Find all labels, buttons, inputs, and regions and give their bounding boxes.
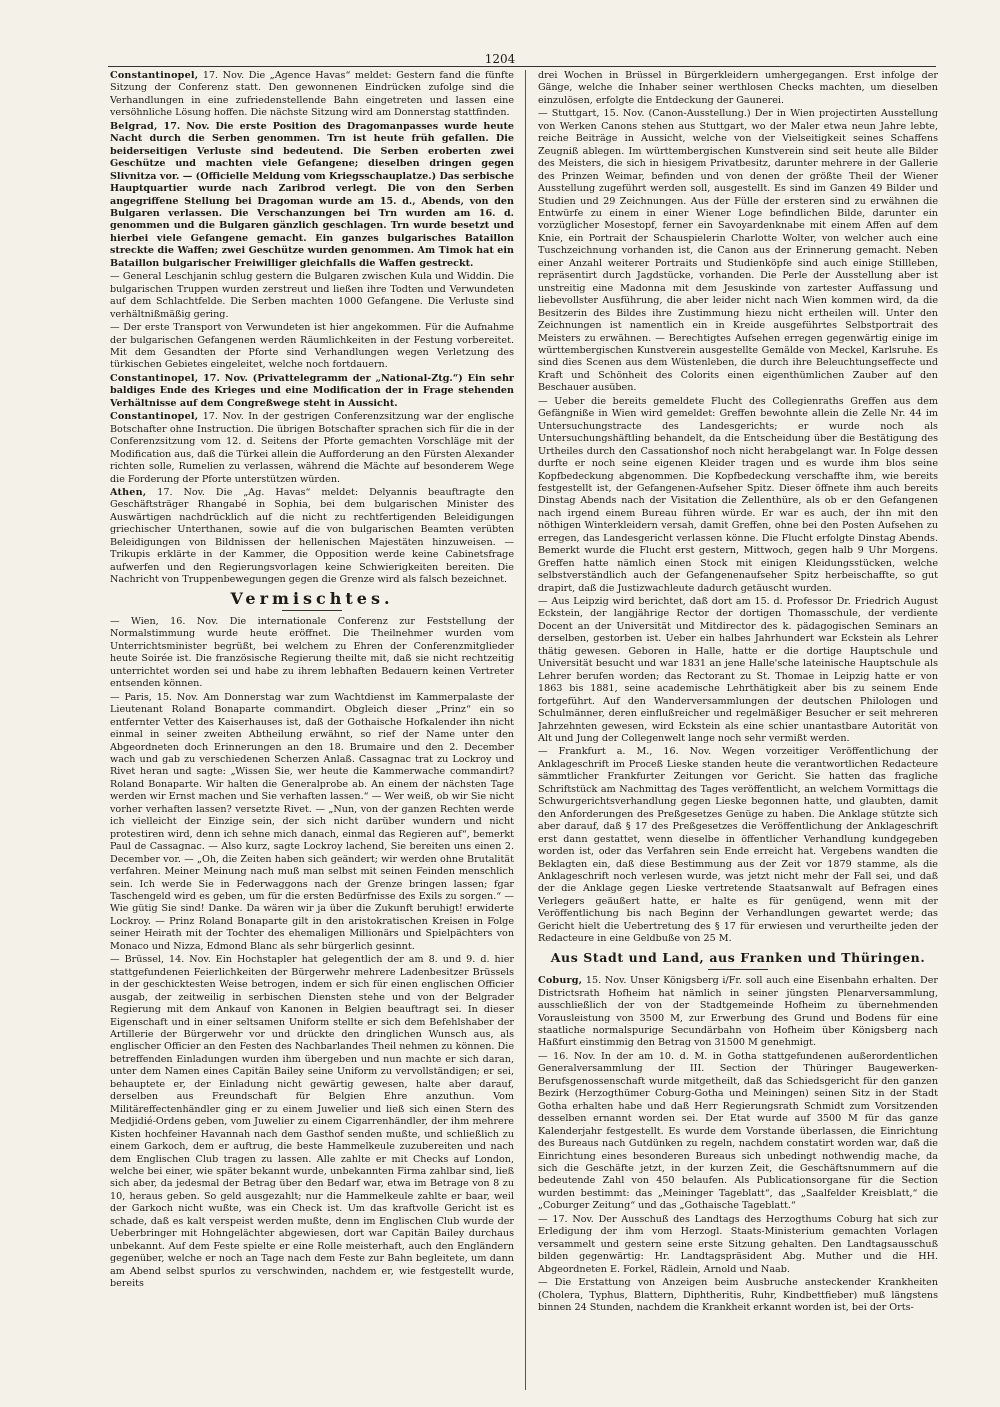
paragraph-text: — 16. Nov. In der am 10. d. M. in Gotha stattgefundenen außerordentlichen Generalversammlung der III. Section der Thüringer Baugewerken-Berufsgenossenschaft wurde mitgetheilt, daß das Schiedsgericht für den ganzen Bezirk (Herzogthümer Coburg-Gotha und Meiningen) seinen Sitz in der Stadt Gotha erhalten habe und daß Herr Regierungsrath Schmidt zum Vorsitzenden desselben ernannt worden sei. Der Etat wurde auf 3500 M für das ganze Kalenderjahr festgestellt. Es wurde dem Vorstande überlassen, die Einrichtung des Bureaus nach Gutdünken zu regeln, nachdem constatirt worden war, daß die Einrichtung eines besonderen Bureaus sich unbedingt nothwendig mache, da sich die Geschäfte jetzt, in der kurzen Zeit, die Geschäftsnummern auf die bedeutende Zahl von 450 belaufen. Als Publicationsorgane für die Section wurden bestimmt: das „Meininger Tageblatt“, das „Saalfelder Kreisblatt,“ die „Coburger Zeitung“ und das „Gothaische Tageblatt.“	[538, 1050, 938, 1212]
article-paragraph	[110, 121, 514, 270]
section-rule	[282, 610, 342, 611]
paragraph-text: 17. Nov. (Privattelegramm der „National-Ztg.“) Ein sehr baldiges Ende des Krieges und eine Modification der in Frage stehenden Verhältnisse auf dem Congreßwege steht in Aussicht.	[110, 372, 514, 409]
section-heading: Vermischtes.	[230, 588, 394, 608]
right-column	[538, 70, 938, 1390]
section-heading: Aus Stadt und Land, aus Franken und Thüringen.	[550, 949, 926, 965]
header-rule	[108, 66, 936, 67]
article-paragraph	[110, 322, 514, 372]
paragraph-text: 15. Nov. Unser Königsberg i/Fr. soll auch eine Eisenbahn erhalten. Der Districtsrath Hofheim hat nämlich in seiner jüngsten Plenarversammlung, ausschließlich der von der Stadtgemeinde Hofheim zu übernehmenden Vorausleistung von 3500 M, zur Erwerbung des Grund und Bodens für eine staatliche normalspurige Secundärbahn von Hofheim über Königsberg nach Haßfurt einstimmig den Betrag von 31500 M genehmigt.	[538, 975, 938, 1049]
page-number: 1204	[484, 52, 516, 66]
article-paragraph	[538, 1277, 938, 1314]
article-paragraph	[538, 108, 938, 394]
paragraph-text: — Brüssel, 14. Nov. Ein Hochstapler hat gelegentlich der am 8. und 9. d. hier stattgefundenen Feierlichkeiten der Bürgerwehr mehrere Ladenbesitzer Brüssels in der geschicktesten Weise betrogen, indem er sich für einen englischen Officier ausgab, der zeitweilig in serbischen Diensten stehe und von der Belgrader Regierung mit dem Ankauf von Kanonen in Belgien beauftragt sei. In dieser Eigenschaft und in einer seltsamen Uniform stellte er sich dem Befehlshaber der Artillerie der Bürgerwehr vor und drückte den dringlichen Wunsch aus, als englischer Officier an den Festen des Nachbarlandes Theil nehmen zu können. Die betreffenden Einladungen wurden ihm übergeben und nun machte er sich daran, unter dem Namen eines Capitän Bailey seine Uniform zu vervollständigen; er sei, behauptete er, der Einladung nicht gewärtig gewesen, halte aber darauf, derselben aus Freundschaft für Belgien Ehre anzuthun. Vom Militäreffectenhändler ging er zu einem Juwelier und ließ sich einen Stern des Medjidié-Ordens geben, vom Juwelier zu einem Cigarrenhändler, der ihm mehrere Kisten hochfeiner Havannah nach dem Gasthof senden mußte, und schließlich zu einem Garkoch, dem er auftrug, die beste Hammelkeule zuzubereiten und nach dem Englischen Club tragen zu lassen. Alle zahlte er mit Checks auf London, welche bei einer, wie später bekannt wurde, unbekannten Firma zahlbar sind, ließ sich aber, da jedesmal der Betrag über den Bedarf war, etwa im Betrage von 8 zu 10, heraus geben. So geld ausgezahlt; nur die Hammelkeule zahlte er baar, weil der Garkoch nicht wußte, was ein Check ist. Um das kraftvolle Gericht ist es schade, daß es kalt verspeist werden mußte, denn im Englischen Club wurde der Ueberbringer mit Hohngelächter abgewiesen, dort war Capitän Bailey durchaus unbekannt. Auf dem Feste spielte er eine Rolle meisterhaft, auch den Engländern gegenüber, welche er noch an Tage nach dem Feste zur Bahn begleitete, um dann am Abend selbst spurlos zu verschwinden, nachdem er, wie festgestellt wurde, bereits	[110, 954, 514, 1290]
dateline: Belgrad,	[110, 120, 158, 132]
article-paragraph	[538, 975, 938, 1050]
article-paragraph	[110, 954, 514, 1290]
paragraph-text: — Frankfurt a. M., 16. Nov. Wegen vorzeitiger Veröffentlichung der Anklageschrift im Proceß Lieske standen heute die verantwortlichen Redacteure sämmtlicher Frankfurter Zeitungen vor Gericht. Sie hatten das fragliche Schriftstück am Nachmittag des Tages veröffentlicht, an welchem Vormittags die Schwurgerichtsverhandlung gegen Lieske begonnen hatte, und glaubten, damit den Anforderungen des Preßgesetzes Genüge zu haben. Die Anklage stützte sich aber darauf, daß § 17 des Preßgesetzes die Veröffentlichung der Anklageschrift erst dann gestattet, wenn dieselbe in öffentlicher Verhandlung kundgegeben worden ist, oder das Verfahren sein Ende erreicht hat. Vergebens wandten die Beklagten ein, daß diese Bestimmung aus der Zeit vor 1879 stamme, als die Anklageschrift noch verlesen wurde, was jetzt nicht mehr der Fall sei, und daß der die Anklage gegen Lieske vertretende Staatsanwalt auf Befragen eines Verlegers geäußert hatte, er halte es für genügend, wenn mit der Veröffentlichung bis nach Beginn der Verhandlungen gewartet werde; das Gericht hielt die Uebertretung des § 17 für erwiesen und verurtheilte jeden der Redacteure in eine Geldbuße von 25 M.	[538, 746, 938, 945]
paragraph-text: — Der erste Transport von Verwundeten ist hier angekommen. Für die Aufnahme der bulgarischen Gefangenen werden Räumlichkeiten in der Festung vorbereitet. Mit dem Gesandten der Pforte sind Verhandlungen wegen Verletzung des türkischen Gebietes eingeleitet, welche noch fortdauern.	[110, 322, 514, 371]
paragraph-text: — Ueber die bereits gemeldete Flucht des Collegienraths Greffen aus dem Gefängniße in Wien wird gemeldet: Greffen bewohnte allein die Zelle Nr. 44 im Untersuchungstracte des Landesgerichts; er wurde noch als Untersuchungshäftling behandelt, da die Entscheidung über die Bestätigung des Urtheiles durch den Cassationshof noch nicht herabgelangt war. In Folge dessen durfte er noch seine eigenen Kleider tragen und es wurde ihm blos seine Kopfbedeckung abgenommen. Die Kopfbedeckung verschaffte ihm, wie bereits festgestellt ist, der Gefangenen-Aufseher Spitz. Dieser öffnete ihm auch bereits Dinstag Abends nach der Visitation die Zellenthüre, als ob er den Gefangenen nach irgend einem Bureau führen würde. Er war es auch, der ihn mit den nöthigen Winterkleidern versah, damit Greffen, ohne bei den Posten Aufsehen zu erregen, das Landesgericht verlassen könne. Die Flucht erfolgte Dinstag Abends. Bemerkt wurde die Flucht erst gestern, Mittwoch, gegen halb 9 Uhr Morgens. Greffen hatte nämlich einen Stock mit einigen Kleidungsstücken, welche selbstverständlich auch der Gefangenenaufseher Spitz herbeischaffte, so gut drapirt, daß die Justizwachleute dadurch getäuscht wurden.	[538, 395, 938, 594]
paragraph-text: — Die Erstattung von Anzeigen beim Ausbruche ansteckender Krankheiten (Cholera, Typhus, Blattern, Diphtheritis, Ruhr, Kindbettfieber) muß längstens binnen 24 Stunden, nachdem die Krankheit erkannt worden ist, bei der Orts-	[538, 1277, 938, 1313]
dateline: Constantinopel,	[110, 70, 199, 81]
left-column	[110, 70, 514, 1390]
article-paragraph	[538, 1051, 938, 1213]
paragraph-text: drei Wochen in Brüssel in Bürgerkleidern umhergegangen. Erst infolge der Gänge, welche die Inhaber seiner werthlosen Checks machten, um dieselben einzulösen, erfolgte die Entdeckung der Gaunerei.	[538, 70, 938, 106]
dateline: Athen,	[110, 486, 147, 498]
article-paragraph	[110, 616, 514, 691]
article-paragraph	[110, 373, 514, 410]
dateline: Constantinopel,	[110, 372, 199, 384]
article-paragraph	[110, 271, 514, 321]
paragraph-text: 17. Nov. Die erste Position des Dragomanpasses wurde heute Nacht durch die Serben genommen. Trn ist heute früh gefallen. Die beiderseitigen Verluste sind bedeutend. Die Serben eroberten zwei Geschütze und machten viele Gefangene; dieselben dringen gegen Slivnitza vor. — (Officielle Meldung vom Kriegsschauplatze.) Das serbische Hauptquartier wurde nach Zaribrod verlegt. Die von den Serben angegriffene Stellung bei Dragoman wurde am 15. d., Abends, von den Bulgaren verlassen. Die Verschanzungen bei Trn wurden am 16. d. genommen und die Bulgaren gänzlich geschlagen. Trn wurde besetzt und hierbei viele Gefangene gemacht. Ein ganzes bulgarisches Bataillon streckte die Waffen; zwei Geschütze wurden genommen. Am Timok hat ein Bataillon bulgarischer Freiwilliger gleichfalls die Waffen gestreckt.	[110, 120, 514, 269]
article-paragraph	[110, 487, 514, 587]
paragraph-text: 17. Nov. Die „Agence Havas“ meldet: Gestern fand die fünfte Sitzung der Conferenz statt. Den gewonnenen Eindrücken zufolge sind die Verhandlungen in eine zufriedenstellende Bahn eingetreten und lassen eine versöhnliche Lösung hoffen. Die nächste Sitzung wird am Donnerstag stattfinden.	[110, 70, 514, 119]
article-paragraph	[538, 1214, 938, 1276]
paragraph-text: — Wien, 16. Nov. Die internationale Conferenz zur Feststellung der Normalstimmung wurde heute eröffnet. Die Theilnehmer wurden vom Unterrichtsminister begrüßt, bei welchem zu Ehren der Conferenzmitglieder heute Soirée ist. Die französische Regierung theilte mit, daß sie nicht rechtzeitig unterrichtet worden sei und habe zu ihrem lebhaften Bedauern keinen Vertreter entsenden können.	[110, 616, 514, 690]
paragraph-text: — 17. Nov. Der Ausschuß des Landtags des Herzogthums Coburg hat sich zur Erledigung der ihm vom Herzogl. Staats-Ministerium gemachten Vorlagen versammelt und gestern seine erste Sitzung gehalten. Den Landtagsausschuß bilden gegenwärtig: Hr. Landtagspräsident Abg. Muther und die HH. Abgeordneten E. Forkel, Rädlein, Arnold und Naab.	[538, 1213, 938, 1275]
paragraph-text: — Paris, 15. Nov. Am Donnerstag war zum Wachtdienst im Kammerpalaste der Lieutenant Roland Bonaparte commandirt. Obgleich dieser „Prinz“ ein so entfernter Vetter des Kaiserhauses ist, daß der Gothaische Hofkalender ihn nicht einmal in seiner zweiten Abtheilung erwähnt, so rief der Name unter den Abgeordneten doch Erinnerungen an den 18. Brumaire und den 2. December wach und gab zu verschiedenen Scherzen Anlaß. Cassagnac trat zu Lockroy und Rivet heran und sagte: „Wissen Sie, wer heute die Kammerwache commandirt? Roland Bonaparte. Wir halten die Generalprobe ab. An einem der nächsten Tage werden wir Ernst machen und Sie verhaften lassen.“ — Wer weiß, ob wir Sie nicht vorher verhaften lassen? versetzte Rivet. — „Nun, von der ganzen Rechten werde ich vielleicht der Einzige sein, der sich nicht darüber wundern und nicht protestiren wird, denn ich sehne mich danach, einmal das Regieren auf“, bemerkt Paul de Cassagnac. — Also kurz, sagte Lockroy lachend, Sie bereiten uns einen 2. December vor. — „Oh, die Zeiten haben sich geändert; wir werden ohne Brutalität verfahren. Meiner Meinung nach muß man selbst mit seinen Feinden menschlich sein. Ich werde Sie in Federwaggons nach der Grenze bringen lassen; fgar Taschengeld wird es geben, um für die ersten Bedürfnisse des Exils zu sorgen.“ — Wie gütig Sie sind! Danke. Da wären wir ja über die Zukunft beruhigt! erwiderte Lockroy. — Prinz Roland Bonaparte gilt in den aristokratischen Kreisen in Folge seiner Heirath mit der Tochter des ehemaligen Millionärs und Spielpächters von Monaco und Nizza, Edmond Blanc als sehr bürgerlich gesinnt.	[110, 691, 514, 952]
article-paragraph	[538, 396, 938, 595]
article-paragraph	[110, 692, 514, 954]
article-paragraph	[110, 70, 514, 120]
paragraph-text: — Aus Leipzig wird berichtet, daß dort am 15. d. Professor Dr. Friedrich August Eckstein, der langjährige Rector der dortigen Thomasschule, der verdiente Docent an der Universität und Mitdirector des k. pädagogischen Seminars an derselben, gestorben ist. Ueber ein halbes Jahrhundert war Eckstein als Lehrer thätig gewesen. Geboren in Halle, hatte er die dortige Hauptschule und Universität besucht und war 1831 an jene Halle'sche lateinische Hauptschule als Lehrer berufen worden; das Rectorant zu St. Thomae in Leipzig hatte er von 1863 bis 1881, seine academische Lehrthätigkeit aber bis zu seinem Ende fortgeführt. Auf den Wanderversammlungen der deutschen Philologen und Schulmänner, deren einflußreicher und regelmäßiger Besucher er seit mehreren Jahrzehnten gewesen, wird Eckstein als eine schier unantastbare Autorität von Alt und Jung der Collegenwelt lange noch sehr vermißt werden.	[538, 596, 938, 745]
paragraph-text: — General Leschjanin schlug gestern die Bulgaren zwischen Kula und Widdin. Die bulgarischen Truppen wurden zerstreut und ließen ihre Todten und Verwundeten auf dem Schlachtfelde. Die Serben machten 1000 Gefangene. Die Verluste sind verhältnißmäßig gering.	[110, 271, 514, 320]
paragraph-text: — Stuttgart, 15. Nov. (Canon-Ausstellung.) Der in Wien projectirten Ausstellung von Werken Canons stehen aus Stuttgart, wo der Maler etwa neun Jahre lebte, reiche Beiträge in Aussicht, welche von der Vielseitigkeit seines Schaffens Zeugniß ablegen. Im württembergischen Kunstverein sind seit heute alle Bilder des Meisters, die sich in hiesigem Privatbesitz, darunter mehrere in der Gallerie des Prinzen Weimar, befinden und von denen der größte Theil der Wiener Ausstellung zugeführt werden soll, ausgestellt. Es sind im Ganzen 49 Bilder und Studien und 29 Zeichnungen. Aus der Fülle der ersteren sind zu erwähnen die Entwürfe zu einem in einer Wiener Loge befindlichen Bilde, darunter ein vorzüglicher Mosestopf, ferner ein Savoyardenknabe mit einem Affen auf dem Knie, ein Portrait der Schauspielerin Charlotte Wolter, von welcher auch eine Tuschzeichnung vorhanden ist, die Canon aus der Erinnerung gemacht. Neben einer Anzahl weiterer Portraits und Studienköpfe sind auch einige Stillleben, repräsentirt durch Jagdstücke, vorhanden. Die Perle der Ausstellung aber ist unstreitig eine Madonna mit dem Jesuskinde von zartester Auffassung und liebevollster Ausführung, die aber leider nicht nach Wien kommen wird, da die Besitzerin des Bildes ihre Zustimmung hiezu nicht ertheilen will. Unter den Zeichnungen ist namentlich ein in Kreide ausgeführtes Selbstportrait des Meisters zu erwähnen. — Berechtigtes Aufsehen erregen gegenwärtig einige im württembergischen Kunstverein ausgestellte Gemälde von Meckel, Karlsruhe. Es sind dies Scenen aus dem Wüstenleben, die durch ihre Beleuchtungseffecte und Kraft und Schönheit des Colorits einen eigenthümlichen Zauber auf den Beschauer ausüben.	[538, 108, 938, 394]
section-rule	[708, 969, 768, 970]
paragraph-text: 17. Nov. In der gestrigen Conferenzsitzung war der englische Botschafter ohne Instruction. Die übrigen Botschafter sprachen sich für die in der Conferenzsitzung vom 12. d. Seitens der Pforte gemachten Vorschläge mit der Modification aus, daß die Türkei allein die Aufforderung an den Fürsten Alexander richten solle, Rumelien zu verlassen, während die Mächte auf besonderem Wege die Forderung der Pforte unterstützen würden.	[110, 411, 514, 485]
article-paragraph	[538, 596, 938, 745]
article-paragraph	[538, 746, 938, 945]
column-divider	[525, 70, 526, 1390]
article-paragraph	[110, 411, 514, 486]
dateline: Constantinopel,	[110, 411, 199, 423]
article-paragraph	[538, 70, 938, 107]
dateline: Coburg,	[538, 975, 583, 987]
paragraph-text: 17. Nov. Die „Ag. Havas“ meldet: Delyannis beauftragte den Geschäftsträger Rhangabé in Sophia, bei dem bulgarischen Minister des Auswärtigen nachdrücklich auf die nicht zu rechtfertigenden Beleidigungen griechischer Unterthanen, sowie auf die von bulgarischen Beamten verübten Beleidigungen von Bildnissen der hellenischen Majestäten hinzuweisen. — Trikupis erklärte in der Kammer, die Opposition werde keine Cabinetsfrage aufwerfen und den Regierungsvorlagen keine Schwierigkeiten bereiten. Die Nachricht von Truppenbewegungen gegen die Grenze wird als falsch bezeichnet.	[110, 486, 514, 586]
